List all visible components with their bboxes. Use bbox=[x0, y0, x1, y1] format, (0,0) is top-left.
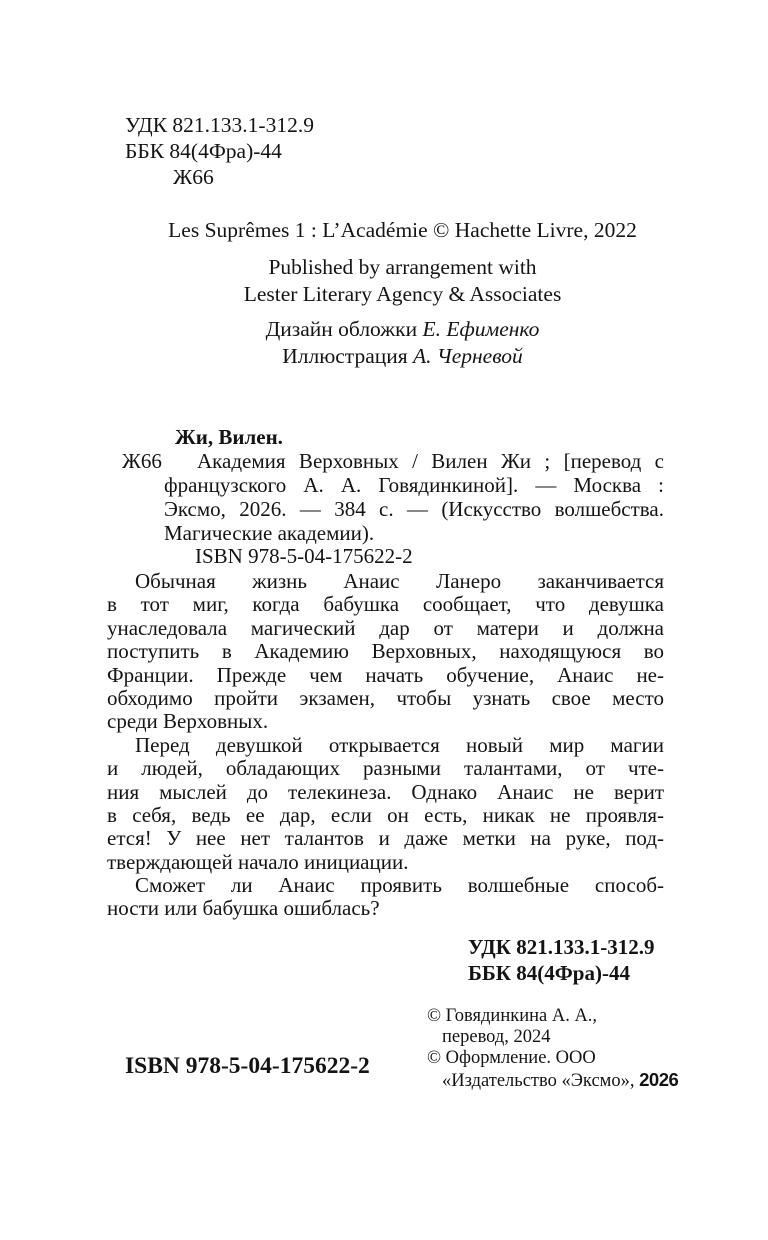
isbn-card: ISBN 978-5-04-175622-2 bbox=[195, 544, 413, 568]
author-sign: Ж66 bbox=[173, 165, 214, 189]
text-line: ности или бабушка ошиблась? bbox=[107, 896, 380, 921]
text-line: Академия Верховных / Вилен Жи ; [перевод с bbox=[197, 449, 664, 473]
text-line: ния мыслей до телекинеза. Однако Анаис не верит bbox=[107, 779, 664, 804]
top-codes-block bbox=[125, 112, 314, 190]
arrangement-line: Published by arrangement with bbox=[268, 255, 537, 279]
card-author-sign: Ж66 bbox=[122, 449, 162, 473]
text-line: Магические академии). bbox=[164, 521, 375, 545]
publisher-line bbox=[427, 1069, 678, 1092]
design-copyright-line: © Оформление. ООО bbox=[427, 1048, 596, 1068]
credits-block bbox=[124, 316, 681, 370]
udk-code: УДК 821.133.1-312.9 bbox=[125, 113, 314, 137]
cover-design-label: Дизайн обложки bbox=[265, 317, 418, 341]
arrangement-block bbox=[124, 254, 681, 308]
text-line: в тот миг, когда бабушка сообщает, что девушка bbox=[107, 592, 664, 617]
text-line: Перед девушкой открывается новый мир магии bbox=[135, 732, 664, 757]
card-description bbox=[164, 449, 664, 545]
text-line: обходимо пройти экзамен, чтобы узнать свое место bbox=[107, 685, 664, 710]
text-line: в себя, ведь ее дар, если он есть, никак не проявля- bbox=[107, 802, 664, 827]
bbk-code: ББК 84(4Фра)-44 bbox=[125, 139, 282, 163]
translation-year-line: перевод, 2024 bbox=[442, 1027, 551, 1047]
rights-block bbox=[124, 217, 681, 370]
udk-code-bottom: УДК 821.133.1-312.9 bbox=[468, 935, 655, 959]
text-line: тверждающей начало инициации. bbox=[107, 849, 409, 874]
illustration-line bbox=[124, 343, 681, 370]
illustration-label: Иллюстрация bbox=[282, 344, 408, 368]
translator-copyright-line: © Говядинкина А. А., bbox=[427, 1006, 598, 1026]
text-line: французского А. А. Говядинкиной]. — Москва : bbox=[164, 473, 664, 497]
card-author-heading: Жи, Вилен. bbox=[175, 425, 283, 449]
text-line: среди Верховных. bbox=[107, 709, 269, 734]
illustration-name: А. Черневой bbox=[413, 344, 523, 368]
isbn-bottom: ISBN 978-5-04-175622-2 bbox=[125, 1053, 370, 1079]
publisher-name: «Издательство «Эксмо», bbox=[442, 1071, 635, 1091]
text-line: и людей, обладающих разными талантами, от чте- bbox=[107, 756, 664, 781]
catalog-card bbox=[122, 425, 664, 545]
text-line: Сможет ли Анаис проявить волшебные способ- bbox=[135, 873, 664, 898]
original-copyright-line: Les Suprêmes 1 : L’Académie © Hachette Livre, 2022 bbox=[168, 218, 637, 242]
publication-year-stamp: 2026 bbox=[639, 1069, 679, 1090]
copyright-block bbox=[427, 1006, 678, 1092]
annotation-block bbox=[107, 570, 664, 921]
text-line: Франции. Прежде чем начать обучение, Анаис не- bbox=[107, 662, 664, 687]
text-line: унаследовала магический дар от матери и должна bbox=[107, 615, 664, 640]
bbk-code-bottom: ББК 84(4Фра)-44 bbox=[468, 960, 630, 985]
text-line: ется! У нее нет талантов и даже метки на руке, под- bbox=[107, 826, 664, 851]
cover-design-line bbox=[124, 316, 681, 343]
text-line: поступить в Академию Верховных, находящуюся во bbox=[107, 639, 664, 664]
text-line: Эксмо, 2026. — 384 с. — (Искусство волшебства. bbox=[164, 497, 664, 521]
bottom-codes-block bbox=[468, 935, 654, 986]
text-line: Обычная жизнь Анаис Ланеро заканчивается bbox=[135, 569, 664, 593]
cover-design-name: Е. Ефименко bbox=[422, 317, 540, 341]
agency-line: Lester Literary Agency & Associates bbox=[243, 282, 562, 306]
